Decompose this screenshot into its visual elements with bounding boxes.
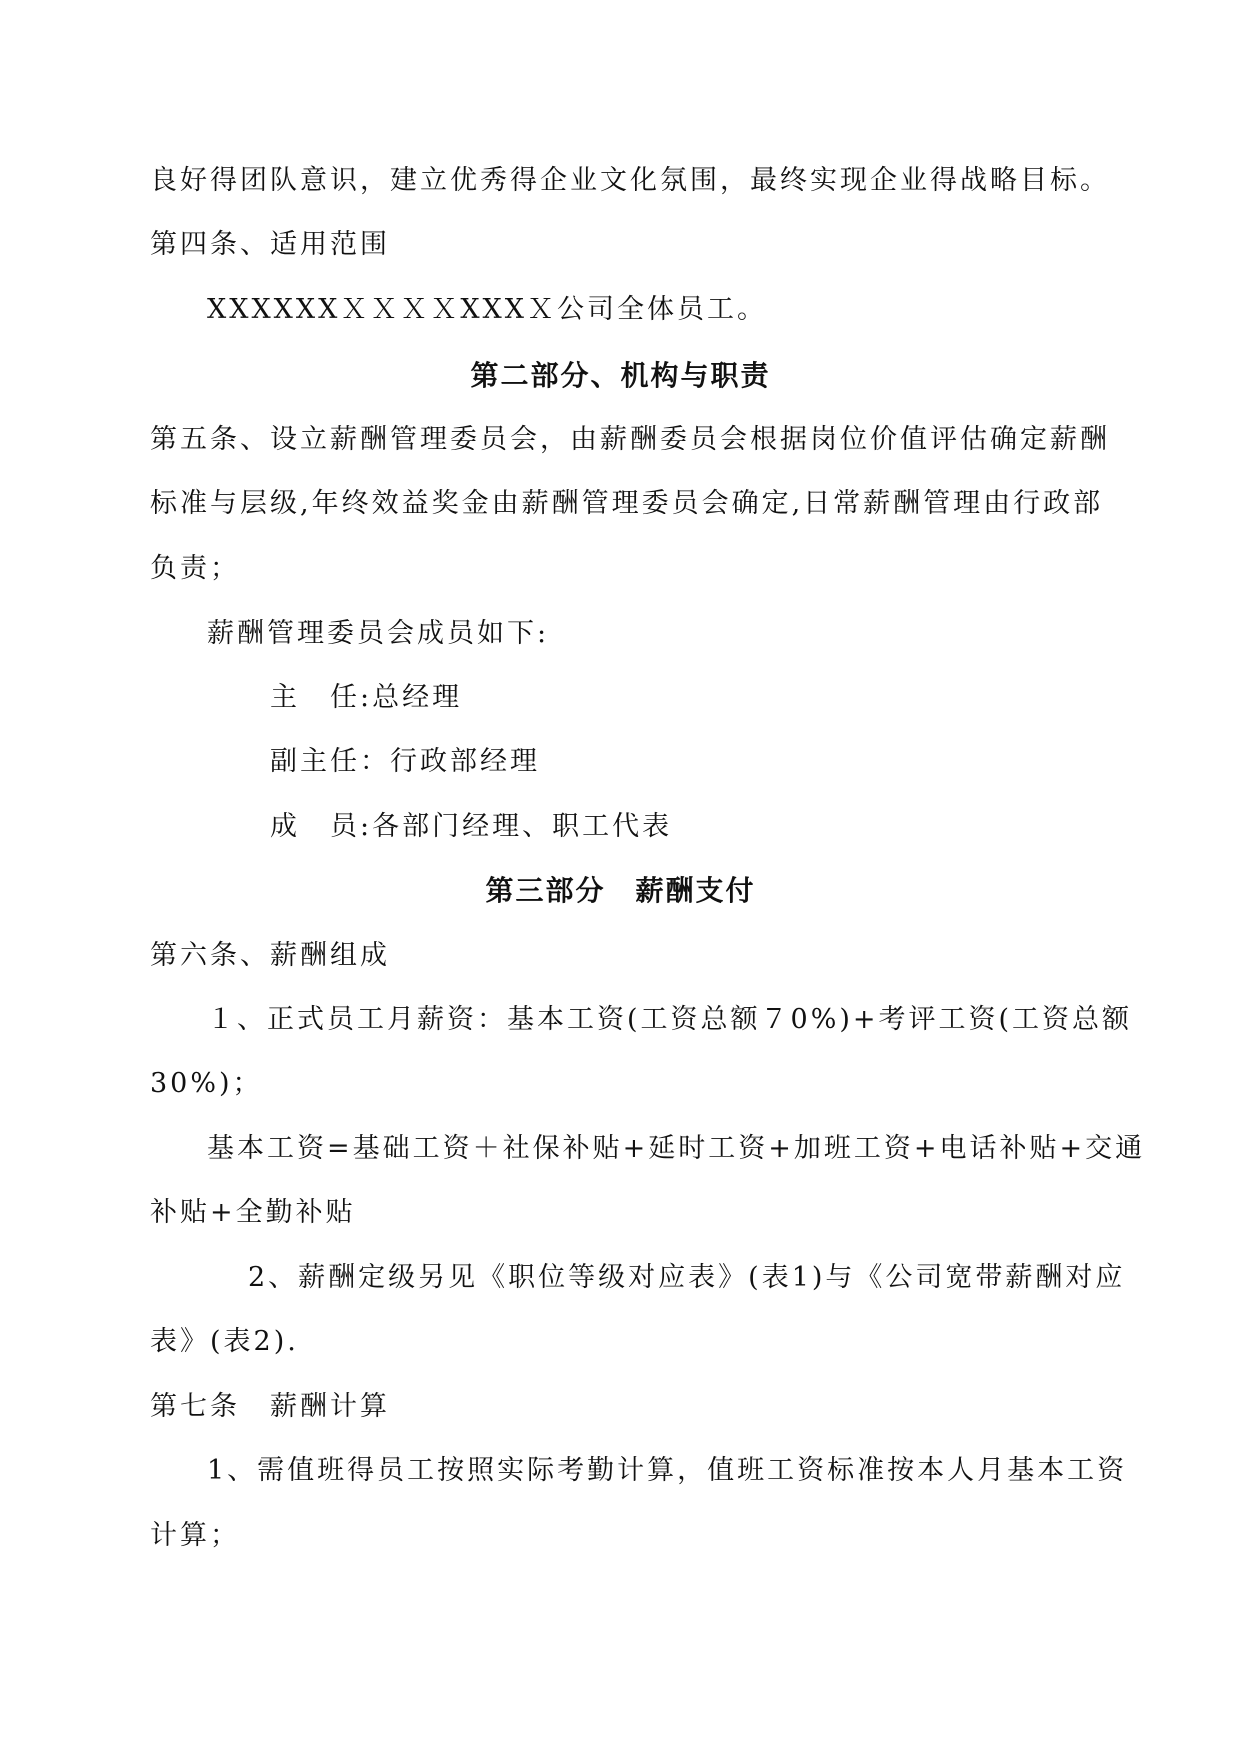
article-six-heading: 第六条、薪酬组成	[150, 940, 390, 971]
committee-member-line: 主 任:总经理	[270, 682, 463, 713]
paragraph-line: 表》(表2).	[150, 1326, 299, 1357]
paragraph-line: 补贴+全勤补贴	[150, 1197, 356, 1228]
paragraph-line: 标准与层级,年终效益奖金由薪酬管理委员会确定,日常薪酬管理由行政部	[150, 488, 1104, 519]
paragraph-line: 基本工资=基础工资＋社保补贴+延时工资+加班工资+电话补贴+交通	[207, 1133, 1146, 1164]
paragraph-line: 第五条、设立薪酬管理委员会，由薪酬委员会根据岗位价值评估确定薪酬	[150, 424, 1110, 455]
paragraph-line: 1、需值班得员工按照实际考勤计算，值班工资标准按本人月基本工资	[207, 1455, 1128, 1486]
paragraph-line: 2、薪酬定级另见《职位等级对应表》(表1)与《公司宽带薪酬对应	[248, 1262, 1126, 1293]
committee-member-line: 成 员:各部门经理、职工代表	[270, 811, 673, 842]
paragraph-line: 良好得团队意识，建立优秀得企业文化氛围，最终实现企业得战略目标。	[150, 165, 1110, 196]
paragraph-line: XXXXXXＸＸＸＸXXXＸ公司全体员工。	[207, 294, 767, 325]
paragraph-line: 计算；	[150, 1520, 240, 1551]
paragraph-line: 负责；	[150, 553, 240, 584]
paragraph-line: 30%)；	[150, 1068, 263, 1099]
article-seven-heading: 第七条 薪酬计算	[150, 1391, 390, 1422]
paragraph-line: １、正式员工月薪资：基本工资(工资总额７0%)+考评工资(工资总额	[207, 1004, 1133, 1035]
paragraph-line: 薪酬管理委员会成员如下:	[207, 618, 550, 649]
committee-member-line: 副主任：行政部经理	[270, 746, 540, 777]
article-four-heading: 第四条、适用范围	[150, 229, 390, 260]
section-heading-part-two: 第二部分、机构与职责	[470, 359, 771, 392]
section-heading-part-three: 第三部分 薪酬支付	[485, 874, 756, 907]
